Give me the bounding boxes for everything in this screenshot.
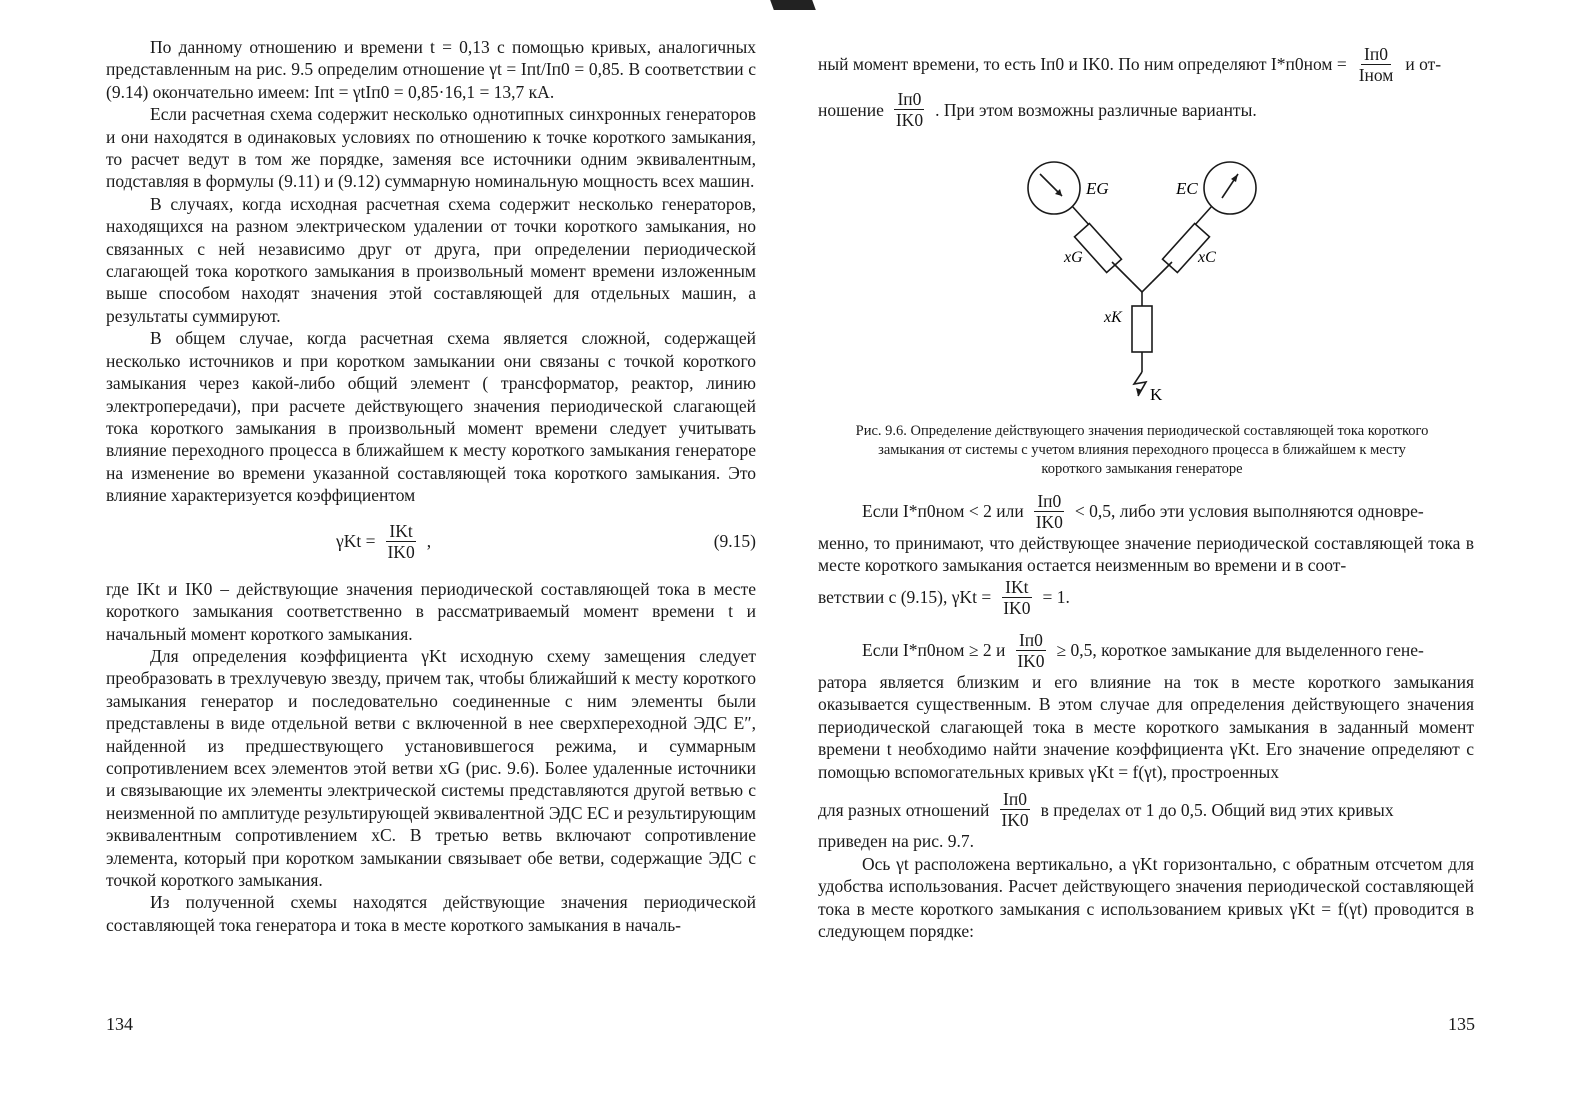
ratio-fraction (893, 89, 926, 130)
cond-fraction (1033, 491, 1066, 532)
fraction-denominator: IK0 (895, 110, 924, 131)
equation-9-15 (106, 521, 756, 562)
eq-tail: = 1. (1042, 586, 1070, 607)
wire (1152, 262, 1172, 282)
cond-tail: < 0,5, либо эти условия выполняются одновре- (1074, 500, 1424, 521)
fraction-numerator: Iп0 (1016, 630, 1046, 651)
fraction-numerator: Iп0 (1034, 491, 1064, 512)
left-page (0, 0, 790, 1096)
eq-fraction (1000, 577, 1033, 618)
equation-number: (9.15) (713, 530, 756, 551)
cond-lead: Если I*п0ном ≥ 2 и (862, 640, 1006, 661)
fraction-denominator: IK0 (387, 541, 415, 562)
paragraph: В случаях, когда исходная расчетная схема содержит несколько генераторов, находящихся на разном электрическом удалении от точки короткого замыкания, но связанных с ней независимо друг от друга, при определении периодической слагающей тока короткого замыкания в произвольный момент времени изложенным выше способом находят значения этой составляющей для отдельных машин, а результаты суммируют. (106, 193, 756, 326)
fraction-numerator: IKt (1002, 577, 1031, 598)
paragraph: Если расчетная схема содержит несколько однотипных синхронных генераторов и они находятся в одинаковых условиях по отношению к точке короткого замыкания, то расчет ведут в том же порядке, заменяя все источники одним эквивалентным, подставляя в формулы (9.11) и (9.12) суммарную номинальную мощность всех машин. (106, 104, 756, 192)
wire (1194, 206, 1212, 226)
paragraph: Ось γt расположена вертикально, а γKt горизонтально, с обратным отсчетом для удобства использования. Расчет действующего значения периодической составляющей тока в месте короткого замыкания с использованием кривых γKt = f(γt) проводится в следующем порядке: (818, 853, 1474, 941)
paragraph: В общем случае, когда расчетная схема является сложной, содержащей несколько источников и при коротком замыкании они связаны с точкой короткого замыкания через какой-либо общий элемент ( трансформатор, реактор, линию электропередачи), при расчете действующего значения периодической слагающей тока короткого замыкания в произвольный момент времени следует учитывать влияние переходного процесса в ближайшем к месту короткого замыкания генераторе на изменение во времени указанной составляющей тока короткого замыкания. Это влияние характеризуется коэффициентом (106, 328, 756, 506)
wire (1132, 282, 1142, 292)
cond-lead: Если I*п0ном < 2 или (862, 500, 1024, 521)
paragraph: ратора является близким и его влияние на ток в месте короткого замыкания оказывается существенным. В этом случае для определения действующего значения периодической слагающей тока в месте короткого замыкания в заданный момент времени t необходимо найти значение коэффициента γKt. Его значение определяют с помощью вспомогательных кривых γKt = f(γt), простроенных (818, 672, 1474, 782)
right-page (790, 0, 1592, 1096)
label-xc: xC (1198, 249, 1216, 266)
paragraph: Для определения коэффициента γKt исходную схему замещения следует преобразовать в трехлучевую звезду, причем так, чтобы ближайший к месту короткого замыкания генератор и последовательно соединенные с ним элементы были представлены в виде отдельной ветви с включенной в нее сверхпереходной ЭДС E″, найденной из предшествующего установившегося режима, и суммарным сопротивлением всех элементов этой ветви xG (рис. 9.6). Более удаленные источники и связывающие их элементы электрической системы представляются другой ветвью с неизменной по амплитуде результирующей эквивалентной ЭДС EC и результирующим эквивалентным сопротивлением xC. В третью ветвь включают сопротивление элемента, который при коротком замыкании связывает обе ветви, содержащие ЭДС с точкой короткого замыкания. (106, 646, 756, 891)
label-eg: EG (1086, 179, 1109, 198)
eq-lead: для разных отношений (818, 799, 990, 820)
page-number: 134 (106, 1014, 133, 1034)
line-tail: и от- (1405, 54, 1442, 75)
fraction-numerator: Iп0 (1000, 789, 1030, 810)
eq-lead: ветствии с (9.15), γKt = (818, 586, 992, 607)
wire (1112, 262, 1132, 282)
line-i-ratio (818, 44, 1474, 85)
label-k: K (1150, 385, 1163, 404)
page-number: 135 (1448, 1014, 1475, 1034)
eq-tail: в пределах от 1 до 0,5. Общий вид этих кривых (1040, 799, 1394, 820)
paragraph: менно, то принимают, что действующее значение периодической составляющей тока в месте короткого замыкания остается неизменным во времени и в соот- (818, 532, 1474, 576)
ratio-fraction (1356, 44, 1397, 85)
paragraph: приведен на рис. 9.7. (818, 831, 974, 852)
wire (1072, 206, 1090, 226)
equation-lhs: γKt = (336, 530, 376, 551)
paragraph: По данному отношению и времени t = 0,13 с помощью кривых, аналогичных представленным на рис. 9.5 определим отношение γt = Iпt/Iп0 = 0,85. В соответствии с (9.14) окончательно имеем: Iпt = γtIп0 = 0,85·16,1 = 13,7 кА. (106, 37, 756, 102)
figure-caption: Рис. 9.6. Определение действующего значения периодической составляющей тока короткого замыкания от системы с учетом влияния переходного процесса в ближайшем к месту короткого замыкания генераторе (855, 423, 1429, 477)
label-xg: xG (1064, 249, 1083, 266)
fraction-numerator: Iп0 (1361, 44, 1391, 65)
condition-2 (818, 630, 1474, 671)
line-text: ный момент времени, то есть Iп0 и IK0. По ним определяют I*п0ном = (818, 54, 1347, 75)
three-ray-star-diagram (1000, 150, 1280, 410)
paragraph: где IKt и IK0 – действующие значения периодической составляющей тока в месте короткого замыкания соответственно в рассматриваемый момент времени t и начальный момент короткого замыкания. (106, 578, 756, 644)
equation-fraction (384, 521, 417, 562)
fraction-denominator: IK0 (1017, 650, 1045, 671)
resistor-xk (1132, 306, 1152, 352)
eq-fraction (998, 789, 1031, 830)
fraction-denominator: Iном (1358, 65, 1394, 86)
wire (1142, 282, 1152, 292)
fraction-denominator: IK0 (1003, 597, 1031, 618)
line-lead: ношение (818, 99, 884, 120)
fraction-denominator: IK0 (1035, 511, 1063, 532)
fraction-numerator: Iп0 (894, 89, 924, 110)
left-page-text (106, 36, 756, 936)
cond-fraction (1014, 630, 1047, 671)
ratio-range-line (818, 789, 1474, 830)
gamma-equals-one (818, 577, 1474, 618)
label-ec: EC (1176, 179, 1198, 198)
label-xk: xK (1104, 309, 1122, 326)
fraction-numerator: IKt (386, 521, 415, 542)
line-ratio-2 (818, 89, 1474, 130)
paragraph: Из полученной схемы находятся действующие значения периодической составляющей тока генератора и тока в месте короткого замыкания в началь- (106, 892, 756, 935)
fraction-denominator: IK0 (1001, 810, 1029, 831)
line-tail: . При этом возможны различные варианты. (935, 99, 1257, 120)
equation-tail: , (426, 530, 432, 551)
cond-tail: ≥ 0,5, короткое замыкание для выделенного гене- (1056, 640, 1424, 661)
condition-1 (818, 491, 1474, 532)
